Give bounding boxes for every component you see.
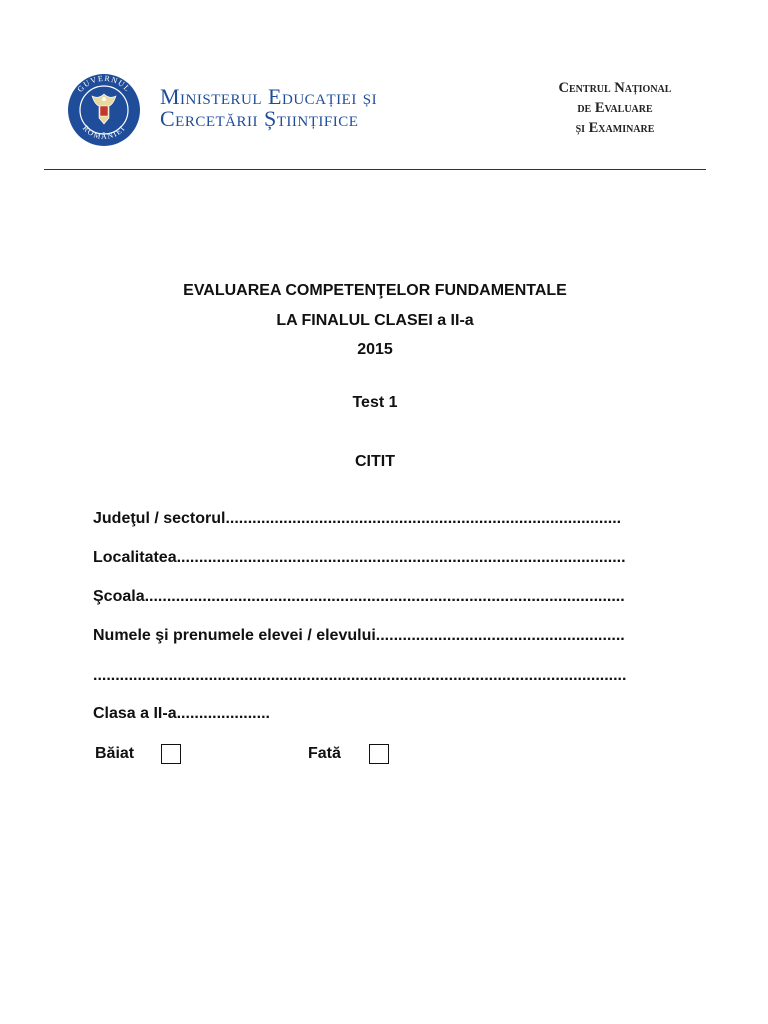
girl-label: Fată [308, 745, 341, 762]
girl-checkbox[interactable] [369, 744, 389, 764]
government-seal-logo [66, 72, 142, 148]
ministry-name-line1: Ministerul Educației și [160, 84, 378, 109]
exam-title [0, 276, 750, 365]
svg-text:GUVERNUL: GUVERNUL [75, 73, 133, 94]
ministry-name [160, 86, 377, 130]
header-divider [44, 169, 706, 170]
svg-text:ROMÂNIEI: ROMÂNIEI [80, 123, 128, 142]
gender-boy-option [95, 742, 181, 766]
center-name-line3: și Examinare [575, 120, 655, 136]
document-header [0, 0, 768, 172]
exam-title-line1: EVALUAREA COMPETENŢELOR FUNDAMENTALE [183, 282, 567, 299]
school-field[interactable]: Şcoala............................................................................................................ [93, 588, 625, 605]
ministry-name-line2: Cercetării Științifice [160, 106, 359, 131]
test-subject: CITIT [355, 453, 395, 470]
student-name-field[interactable]: Numele şi prenumele elevei / elevului........................................................ [93, 627, 625, 644]
boy-checkbox[interactable] [161, 744, 181, 764]
county-field[interactable]: Judeţul / sectorul......................................................................................... [93, 510, 622, 527]
test-number: Test 1 [352, 394, 398, 411]
class-field[interactable]: Clasa a II-a..................... [93, 705, 270, 722]
center-name-line2: de Evaluare [577, 100, 653, 116]
exam-year: 2015 [357, 341, 393, 358]
student-name-continuation-field[interactable]: ........................................................................................................................ [93, 667, 627, 684]
boy-label: Băiat [95, 745, 135, 762]
exam-title-line2: LA FINALUL CLASEI a II-a [276, 311, 474, 329]
center-name-line1: Centrul Național [558, 80, 672, 96]
evaluation-center-name [520, 78, 710, 138]
gender-girl-option [308, 742, 389, 766]
locality-field[interactable]: Localitatea..................................................................................................... [93, 549, 626, 566]
